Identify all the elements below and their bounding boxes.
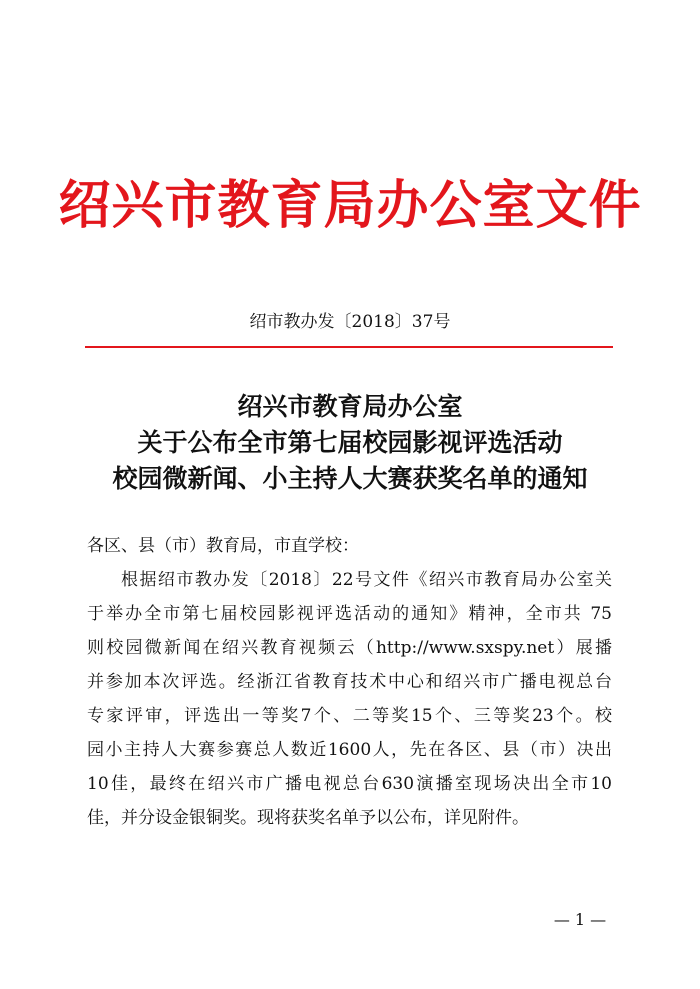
salutation: 各区、县（市）教育局，市直学校： (87, 536, 359, 556)
body-paragraph-line: 园小主持人大赛参赛总人数近1600人，先在各区、县（市）决出 (87, 740, 612, 760)
notice-title-line-2: 关于公布全市第七届校园影视评选活动 (137, 428, 563, 457)
document-number: 绍市教办发〔2018〕37号 (249, 312, 451, 332)
page-number: — 1 — (553, 910, 607, 929)
notice-title-line-1: 绍兴市教育局办公室 (237, 392, 463, 421)
body-paragraph-line: 专家评审，评选出一等奖7个、二等奖15个、三等奖23个。校 (87, 706, 612, 726)
body-paragraph-line: 佳，并分设金银铜奖。现将获奖名单予以公布，详见附件。 (87, 808, 529, 828)
masthead-title: 绍兴市教育局办公室文件 (58, 175, 642, 236)
body-paragraph-line: 根据绍市教办发〔2018〕22号文件《绍兴市教育局办公室关 (121, 570, 612, 590)
body-paragraph-line: 于举办全市第七届校园影视评选活动的通知》精神，全市共 75 (87, 604, 612, 624)
body-paragraph-line: 则校园微新闻在绍兴教育视频云（http://www.sxspy.net）展播 (87, 638, 612, 658)
body-paragraph-line: 10佳，最终在绍兴市广播电视总台630演播室现场决出全市10 (87, 774, 612, 794)
red-separator-line (85, 346, 613, 348)
notice-title-line-3: 校园微新闻、小主持人大赛获奖名单的通知 (112, 464, 588, 493)
notice-title (0, 389, 700, 497)
body-paragraph-line: 并参加本次评选。经浙江省教育技术中心和绍兴市广播电视总台 (87, 672, 612, 692)
